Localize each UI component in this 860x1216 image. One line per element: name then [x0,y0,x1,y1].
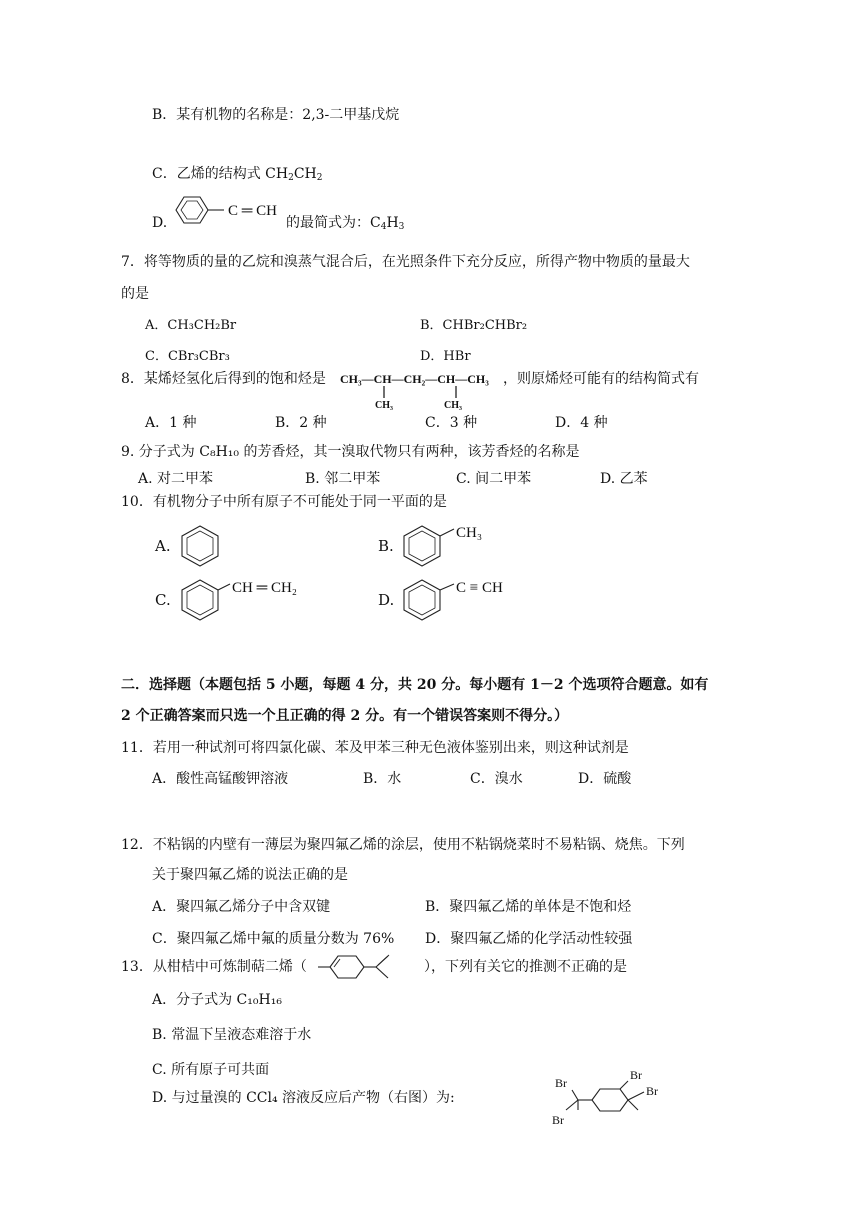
q10-styrene-structure [182,578,322,622]
q6-option-d-label: D. [152,215,168,231]
q11-option-c: C．溴水 [470,771,523,787]
q13-option-b: B. 常温下呈液态难溶于水 [152,1027,312,1043]
q12-stem-1: 12．不粘锅的内壁有一薄层为聚四氟乙烯的涂层，使用不粘锅烧菜时不易粘锅、烧焦。下列 [121,837,685,853]
q10-b-group: CH₃ [456,525,483,541]
q8-formula-main: CH₃—CH—CH₂—CH—CH₃ [340,372,489,386]
q11-option-b: B．水 [363,771,402,787]
q8-option-d: D．4 种 [555,415,608,431]
q8-option-b: B．2 种 [275,415,327,431]
q7-stem-1: 7．将等物质的量的乙烷和溴蒸气混合后，在光照条件下充分反应，所得产物中物质的量最大 [121,254,690,270]
q6-c-sub2: 2 [316,173,323,183]
q12-stem-2: 关于聚四氟乙烯的说法正确的是 [152,867,348,883]
q13-tetrabromide-structure [552,1066,672,1130]
q13-stem-prefix: 13．从柑桔中可炼制萜二烯（ [121,959,307,975]
section2-header-line1: 二．选择题（本题包括 5 小题，每题 4 分，共 20 分。每小题有 1－2 个选项符合题意。如有 [121,677,709,693]
q10-option-b-label: B. [378,537,394,555]
q13-br-label-3: Br [646,1084,658,1098]
q6-option-d-text [286,213,404,233]
q10-option-d-label: D. [378,591,395,609]
q8-stem-prefix: 8．某烯烃氢化后得到的饱和烃是 [121,371,326,387]
q10-stem: 10．有机物分子中所有原子不可能处于同一平面的是 [121,494,447,510]
q6-phenylacetylene-structure [172,196,292,226]
q11-stem: 11．若用一种试剂可将四氯化碳、苯及甲苯三种无色液体鉴别出来，则这种试剂是 [121,740,629,756]
q11-option-d: D．硫酸 [578,771,632,787]
q6-c-sub: 2 [288,173,294,183]
q13-br-label-1: Br [555,1076,567,1090]
q6-option-c-mid: CH [293,166,317,182]
q10-option-a-label: A. [155,537,171,555]
q10-option-c-label: C. [155,591,171,609]
q13-option-c: C. 所有原子可共面 [152,1062,270,1078]
q7-stem-2: 的是 [121,286,149,302]
q6-d-struct-text: C ═ CH [228,203,277,219]
q8-substituent-left: CH₃ [375,400,393,411]
q10-phenylacetylene-structure [404,578,524,622]
q9-option-d: D. 乙苯 [600,471,648,487]
q6-option-c-prefix: C．乙烯的结构式 CH [152,166,289,182]
q12-option-a: A．聚四氟乙烯分子中含双键 [152,899,331,915]
q12-option-c: C．聚四氟乙烯中氟的质量分数为 76% [152,931,395,947]
q12-option-d: D．聚四氟乙烯的化学活动性较强 [425,931,633,947]
q10-benzene-structure [182,524,222,568]
q8-substituent-right: CH₃ [444,400,462,411]
q13-option-d: D. 与过量溴的 CCl₄ 溶液反应后产物（右图）为: [152,1090,455,1106]
q8-stem-suffix: ，则原烯烃可能有的结构简式有 [503,371,699,387]
q10-d-group: C ≡ CH [456,580,503,596]
q7-option-c: C．CBr₃CBr₃ [145,349,230,364]
q9-stem: 9. 分子式为 C₈H₁₀ 的芳香烃，其一溴取代物只有两种，该芳香烃的名称是 [121,444,580,460]
q6-d-sub1: 4 [380,222,387,232]
q13-limonene-structure [318,952,414,982]
q6-d-h: H [386,215,399,231]
q8-option-a: A．1 种 [145,415,197,431]
q9-option-c: C. 间二甲苯 [456,471,532,487]
q6-d-suffix: 的最简式为：C [286,215,381,231]
q13-br-label-2: Br [630,1068,642,1082]
q8-alkane-structure [340,368,508,412]
section2-header-line2: 2 个正确答案而只选一个且正确的得 2 分。有一个错误答案则不得分。） [121,708,569,724]
q6-option-c [152,164,322,184]
q10-toluene-structure [404,524,514,568]
q7-option-a: A．CH₃CH₂Br [145,318,237,333]
q7-option-b: B．CHBr₂CHBr₂ [420,318,528,333]
q11-option-a: A．酸性高锰酸钾溶液 [152,771,289,787]
q6-d-sub2: 3 [398,222,405,232]
q6-option-b: B．某有机物的名称是：2,3-二甲基戊烷 [152,107,400,123]
q9-option-a: A. 对二甲苯 [138,471,214,487]
q8-option-c: C．3 种 [425,415,478,431]
q13-stem-suffix: ），下列有关它的推测不正确的是 [424,959,627,975]
q7-option-d: D．HBr [420,349,471,364]
q10-c-group: CH ═ CH₂ [232,580,298,596]
q9-option-b: B. 邻二甲苯 [305,471,381,487]
q13-br-label-4: Br [552,1113,564,1127]
q13-option-a: A．分子式为 C₁₀H₁₆ [152,992,282,1008]
q12-option-b: B．聚四氟乙烯的单体是不饱和烃 [425,899,632,915]
